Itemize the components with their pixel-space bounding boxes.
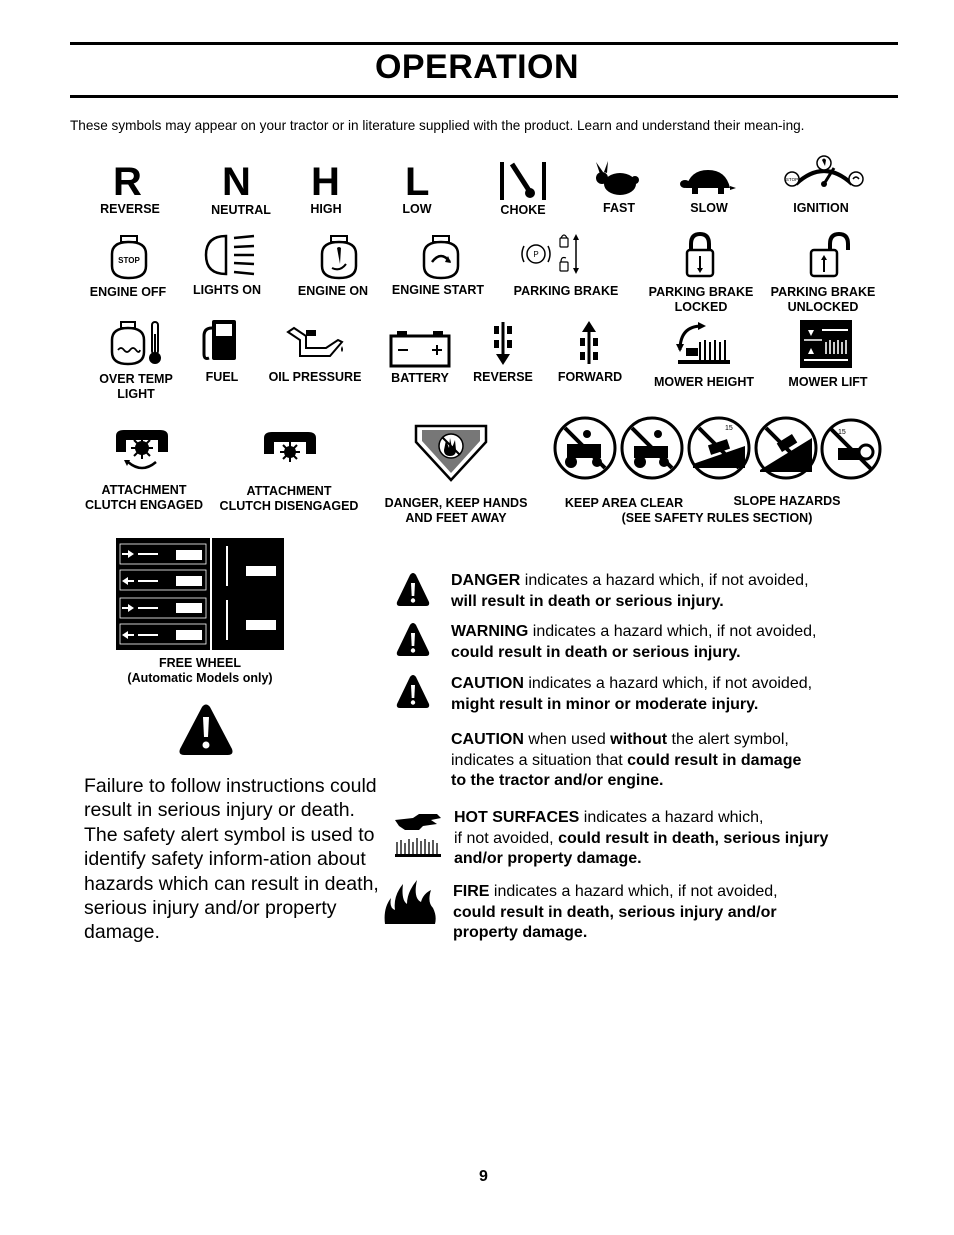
hot-l2b: could result in death, serious injury xyxy=(558,829,829,847)
parking-brake-unlocked-icon xyxy=(808,232,854,278)
free-wheel-line1: FREE WHEEL xyxy=(159,656,241,670)
engine-start-icon xyxy=(420,234,462,280)
caution-definition xyxy=(451,674,891,715)
label-danger-keep-hands xyxy=(374,496,538,526)
caution2-t2: the alert symbol, xyxy=(667,731,789,748)
label-parking-brake-locked xyxy=(641,285,761,315)
attachment-clutch-engaged-icon xyxy=(114,428,170,476)
danger-text: indicates a hazard which, if not avoided, xyxy=(520,572,809,589)
choke-icon xyxy=(498,160,550,202)
page-number: 9 xyxy=(479,1168,488,1185)
keep-area-clear-icon-1 xyxy=(553,416,617,480)
pb-unlocked-line1: PARKING BRAKE xyxy=(770,285,876,299)
pb-locked-line2: LOCKED xyxy=(674,300,728,314)
danger-word: DANGER xyxy=(451,572,521,589)
attachment-clutch-disengaged-icon xyxy=(262,430,318,466)
fire-text: indicates a hazard which, if not avoided, xyxy=(489,883,778,900)
label-engine-on: ENGINE ON xyxy=(297,284,369,298)
ignition-icon xyxy=(782,154,866,194)
mower-height-icon xyxy=(676,322,732,370)
fire-l2: could result in death, serious injury and/or xyxy=(453,903,777,921)
caution2-t3: indicates a situation that xyxy=(451,751,628,769)
fire-word: FIRE xyxy=(453,883,490,900)
label-ignition: IGNITION xyxy=(793,201,849,215)
fire-icon xyxy=(383,878,437,926)
label-high: HIGH xyxy=(310,202,342,216)
caution-consequence: might result in minor or moderate injury. xyxy=(451,695,759,713)
engine-off-icon xyxy=(108,234,150,280)
failure-paragraph: Failure to follow instructions could result in serious injury or death. The safety alert symbol is used to identify safety inform-ation about hazards which can result in death, serious injury and/or property damage. xyxy=(84,775,379,944)
parking-brake-locked-icon xyxy=(684,232,716,278)
label-over-temp xyxy=(86,372,186,402)
warning-consequence: could result in death or serious injury. xyxy=(451,643,741,661)
caution-text: indicates a hazard which, if not avoided, xyxy=(523,675,813,692)
over-temp-line1: OVER TEMP xyxy=(99,372,173,386)
warning-definition xyxy=(451,622,891,663)
att-engaged-line1: ATTACHMENT xyxy=(101,483,187,497)
neutral-letter-icon: N xyxy=(222,160,251,204)
danger-alert-icon xyxy=(396,572,430,608)
warning-alert-icon xyxy=(396,622,430,658)
engine-on-icon xyxy=(318,234,360,280)
turtle-slow-icon xyxy=(680,166,736,196)
label-engine-start: ENGINE START xyxy=(391,283,485,297)
att-engaged-line2: CLUTCH ENGAGED xyxy=(84,498,204,512)
caution2-b2: to the tractor and/or engine. xyxy=(451,772,664,789)
header-rule xyxy=(70,95,898,98)
high-letter-icon: H xyxy=(311,160,340,204)
caution-word: CAUTION xyxy=(451,675,524,692)
parking-brake-icon xyxy=(520,232,582,276)
label-keep-area-clear: KEEP AREA CLEAR xyxy=(564,496,684,510)
label-parking-brake-unlocked xyxy=(763,285,883,315)
battery-icon xyxy=(389,330,451,368)
reverse-arrow-icon xyxy=(490,320,516,366)
fuel-icon xyxy=(200,318,240,362)
att-disengaged-line2: CLUTCH DISENGAGED xyxy=(219,499,359,513)
pb-unlocked-line2: UNLOCKED xyxy=(787,300,859,314)
free-wheel-diagram xyxy=(116,538,284,650)
caution-no-symbol-definition xyxy=(451,730,891,792)
lights-on-icon xyxy=(204,234,256,276)
label-mower-height: MOWER HEIGHT xyxy=(654,375,754,389)
label-mower-lift: MOWER LIFT xyxy=(788,375,868,389)
danger-hands-line1: DANGER, KEEP HANDS xyxy=(384,496,528,510)
intro-text: These symbols may appear on your tractor or in literature supplied with the product. Learn and understand their mean-ing. xyxy=(70,118,805,133)
att-disengaged-line1: ATTACHMENT xyxy=(246,484,332,498)
warning-word: WARNING xyxy=(451,623,529,640)
stop-text: STOP xyxy=(118,256,140,265)
top-rule xyxy=(70,42,898,45)
over-temp-line2: LIGHT xyxy=(117,387,155,401)
label-see-safety-rules: (SEE SAFETY RULES SECTION) xyxy=(621,511,813,525)
label-choke: CHOKE xyxy=(500,203,546,217)
label-reverse-2: REVERSE xyxy=(473,370,533,384)
caution2-word: CAUTION xyxy=(451,731,524,748)
caution2-without: without xyxy=(610,731,668,748)
caution-alert-icon xyxy=(396,674,430,710)
label-free-wheel xyxy=(100,656,300,686)
slope-num-2: 15 xyxy=(838,429,846,436)
danger-definition xyxy=(451,571,891,612)
svg-text:STOP: STOP xyxy=(785,177,799,182)
label-slope-hazards: SLOPE HAZARDS xyxy=(733,494,841,508)
hot-word: HOT SURFACES xyxy=(454,809,580,826)
label-forward: FORWARD xyxy=(557,370,623,384)
label-battery: BATTERY xyxy=(391,371,449,385)
label-parking-brake: PARKING BRAKE xyxy=(513,284,619,298)
free-wheel-line2: (Automatic Models only) xyxy=(127,671,273,685)
label-fuel: FUEL xyxy=(205,370,239,384)
caution2-t1: when used xyxy=(523,731,611,748)
hot-l3: and/or property damage. xyxy=(454,850,642,867)
slope-hazard-icon-3 xyxy=(820,418,882,480)
warning-text: indicates a hazard which, if not avoided, xyxy=(528,623,817,640)
label-oil-pressure: OIL PRESSURE xyxy=(268,370,362,384)
hot-text: indicates a hazard which, xyxy=(579,809,764,826)
reverse-letter-icon: R xyxy=(113,160,142,204)
park-p-text: P xyxy=(533,250,539,259)
label-slow: SLOW xyxy=(690,201,728,215)
rabbit-fast-icon xyxy=(594,160,642,200)
keep-area-clear-icon-2 xyxy=(620,416,684,480)
fire-l3: property damage. xyxy=(453,924,588,941)
label-reverse: REVERSE xyxy=(100,202,160,216)
mower-lift-icon xyxy=(800,320,852,368)
label-engine-off: ENGINE OFF xyxy=(89,285,167,299)
danger-keep-hands-away-icon xyxy=(414,424,488,482)
slope-num-1: 15 xyxy=(725,425,733,432)
low-letter-icon: L xyxy=(405,160,430,204)
label-low: LOW xyxy=(402,202,432,216)
label-attachment-disengaged xyxy=(212,484,366,514)
slope-hazard-icon-1 xyxy=(687,416,751,480)
oil-pressure-icon xyxy=(286,326,344,360)
label-fast: FAST xyxy=(603,201,635,215)
danger-hands-line2: AND FEET AWAY xyxy=(405,511,507,525)
slope-hazard-icon-2 xyxy=(754,416,818,480)
danger-consequence: will result in death or serious injury. xyxy=(451,592,724,610)
label-neutral: NEUTRAL xyxy=(211,203,271,217)
pb-locked-line1: PARKING BRAKE xyxy=(648,285,754,299)
page-title: OPERATION xyxy=(374,48,580,86)
hot-l2a: if not avoided, xyxy=(454,829,559,847)
hot-surfaces-icon xyxy=(393,810,443,860)
forward-arrow-icon xyxy=(576,320,602,366)
over-temp-icon xyxy=(110,320,166,366)
safety-alert-large-icon xyxy=(178,703,234,757)
fire-definition xyxy=(453,882,893,944)
label-lights-on: LIGHTS ON xyxy=(192,283,262,297)
caution2-b1: could result in damage xyxy=(627,751,802,769)
hot-surfaces-definition xyxy=(454,808,894,870)
label-attachment-engaged xyxy=(80,483,208,513)
